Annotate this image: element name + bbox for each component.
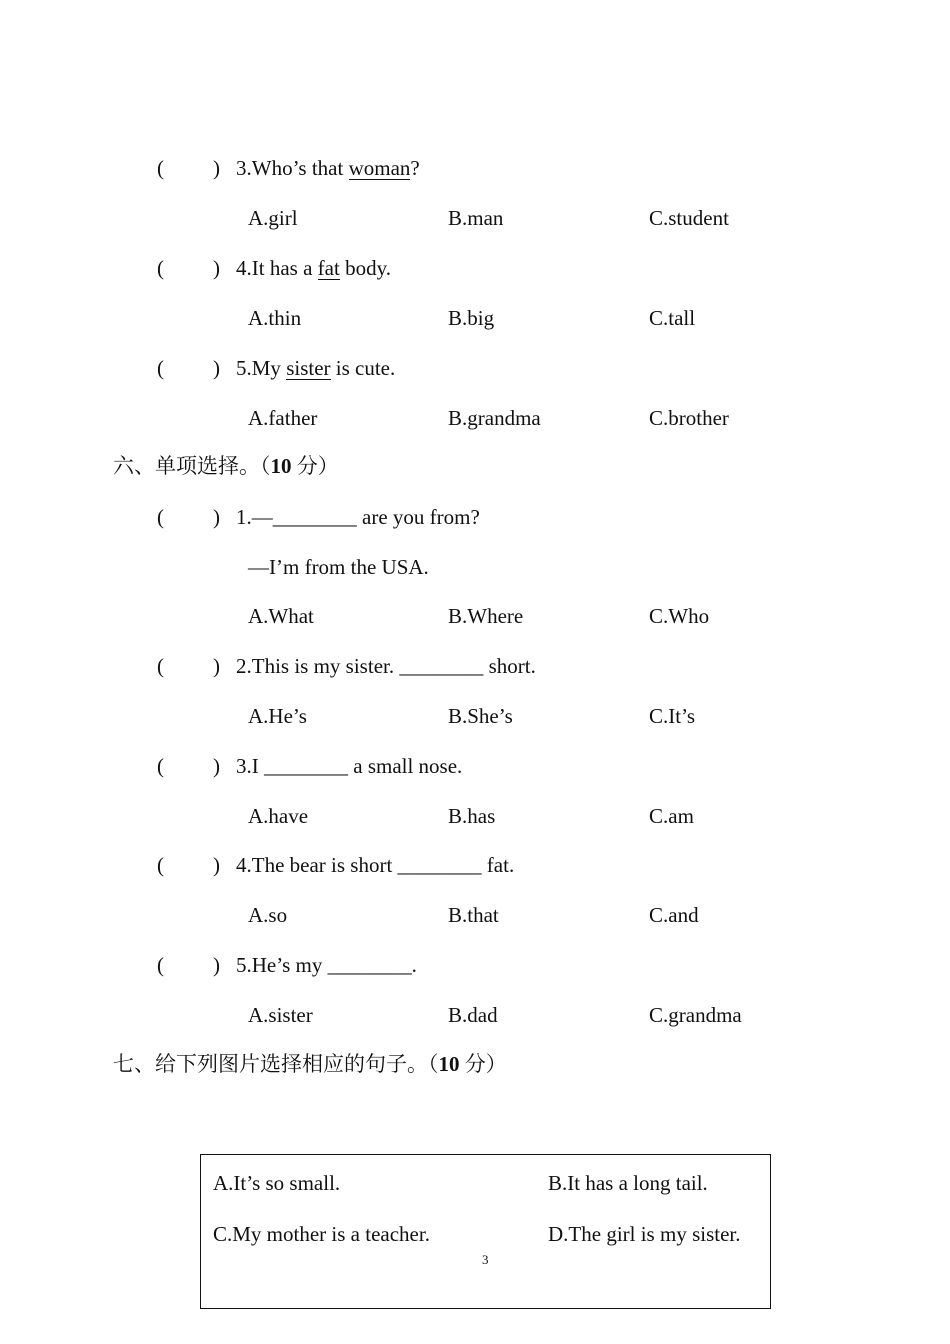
- sentence-option-c: C.My mother is a teacher.: [213, 1222, 430, 1246]
- answer-paren-left: (: [157, 505, 164, 529]
- answer-paren-left: (: [157, 853, 164, 877]
- option-b: B.Where: [448, 604, 524, 628]
- question-text: 5.My sister is cute.: [236, 356, 396, 380]
- answer-paren-right: ): [213, 754, 220, 778]
- answer-paren-left: (: [157, 156, 164, 180]
- answer-paren-right: ): [213, 156, 220, 180]
- section-heading-6: 六、单项选择。（10 分）: [113, 454, 339, 478]
- question-text: 1.—________ are you from?: [236, 505, 480, 529]
- dialogue-reply: —I’m from the USA.: [248, 555, 429, 579]
- option-a: A.father: [248, 406, 318, 430]
- sentence-option-a: A.It’s so small.: [213, 1171, 341, 1195]
- option-b: B.dad: [448, 1003, 498, 1027]
- sentence-options-box: [200, 1154, 771, 1309]
- question-text: 4.The bear is short ________ fat.: [236, 853, 515, 877]
- answer-paren-left: (: [157, 654, 164, 678]
- option-c: C.tall: [649, 306, 696, 330]
- option-a: A.He’s: [248, 704, 307, 728]
- option-c: C.Who: [649, 604, 710, 628]
- answer-paren-right: ): [213, 654, 220, 678]
- answer-paren-right: ): [213, 356, 220, 380]
- option-c: C.brother: [649, 406, 729, 430]
- option-b: B.She’s: [448, 704, 513, 728]
- answer-paren-left: (: [157, 256, 164, 280]
- answer-paren-left: (: [157, 754, 164, 778]
- answer-paren-left: (: [157, 953, 164, 977]
- option-b: B.that: [448, 903, 499, 927]
- underlined-word: fat: [317, 256, 340, 280]
- answer-paren-left: (: [157, 356, 164, 380]
- underlined-word: sister: [286, 356, 331, 380]
- question-text: 2.This is my sister. ________ short.: [236, 654, 536, 678]
- option-a: A.sister: [248, 1003, 313, 1027]
- section-heading-7: 七、给下列图片选择相应的句子。（10 分）: [113, 1052, 507, 1076]
- option-a: A.What: [248, 604, 314, 628]
- answer-paren-right: ): [213, 256, 220, 280]
- question-text: 3.I ________ a small nose.: [236, 754, 463, 778]
- question-text: 3.Who’s that woman?: [236, 156, 420, 180]
- option-b: B.has: [448, 804, 496, 828]
- question-text: 5.He’s my ________.: [236, 953, 417, 977]
- question-text: 4.It has a fat body.: [236, 256, 391, 280]
- sentence-option-b: B.It has a long tail.: [548, 1171, 708, 1195]
- option-c: C.grandma: [649, 1003, 742, 1027]
- page-number: 3: [482, 1252, 489, 1267]
- option-b: B.grandma: [448, 406, 541, 430]
- option-a: A.thin: [248, 306, 302, 330]
- underlined-word: woman: [348, 156, 411, 180]
- option-b: B.big: [448, 306, 495, 330]
- answer-paren-right: ): [213, 953, 220, 977]
- option-c: C.It’s: [649, 704, 696, 728]
- option-a: A.so: [248, 903, 288, 927]
- option-a: A.have: [248, 804, 309, 828]
- option-c: C.and: [649, 903, 699, 927]
- answer-paren-right: ): [213, 853, 220, 877]
- sentence-option-d: D.The girl is my sister.: [548, 1222, 741, 1246]
- answer-paren-right: ): [213, 505, 220, 529]
- option-c: C.am: [649, 804, 694, 828]
- option-c: C.student: [649, 206, 729, 230]
- option-b: B.man: [448, 206, 504, 230]
- option-a: A.girl: [248, 206, 298, 230]
